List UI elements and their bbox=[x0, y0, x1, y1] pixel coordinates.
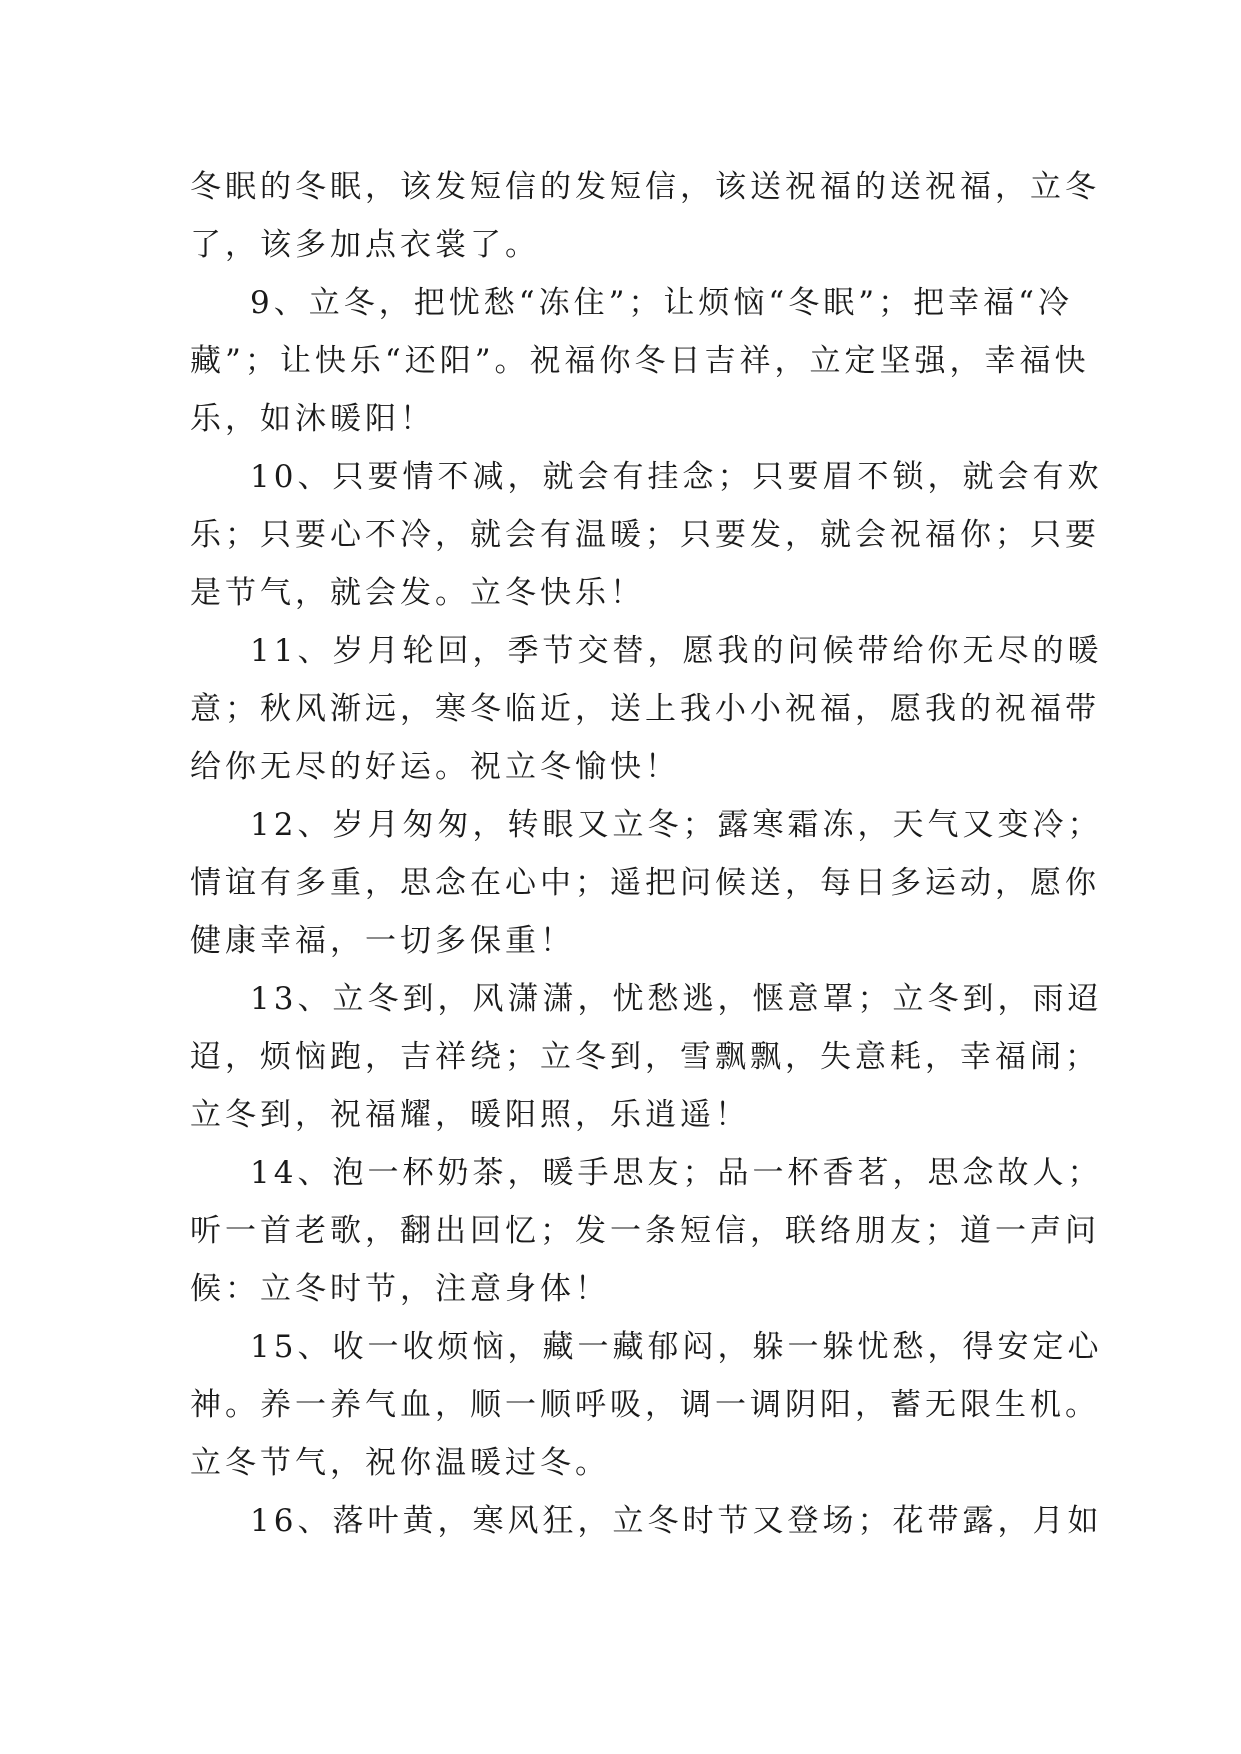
document-body bbox=[190, 158, 1103, 1550]
paragraph bbox=[190, 274, 1090, 448]
text-line: 给你无尽的好运。祝立冬愉快！ bbox=[190, 749, 680, 785]
text-line: 13、立冬到，风潇潇，忧愁逃，惬意罩；立冬到，雨迢 bbox=[250, 981, 1103, 1017]
text-line: 健康幸福，一切多保重！ bbox=[190, 923, 575, 959]
paragraph bbox=[190, 1318, 1103, 1492]
text-line: 听一首老歌，翻出回忆；发一条短信，联络朋友；道一声问 bbox=[190, 1213, 1100, 1249]
text-line: 藏”；让快乐“还阳”。祝福你冬日吉祥，立定坚强，幸福快 bbox=[190, 343, 1090, 379]
text-line: 意；秋风渐远，寒冬临近，送上我小小祝福，愿我的祝福带 bbox=[190, 691, 1100, 727]
paragraph bbox=[190, 1144, 1103, 1318]
text-line: 神。养一养气血，顺一顺呼吸，调一调阴阳，蓄无限生机。 bbox=[190, 1387, 1100, 1423]
paragraph bbox=[190, 796, 1103, 970]
text-line: 11、岁月轮回，季节交替，愿我的问候带给你无尽的暖 bbox=[250, 633, 1103, 669]
paragraph bbox=[190, 1492, 1103, 1550]
text-line: 立冬到，祝福耀，暖阳照，乐逍遥！ bbox=[190, 1097, 750, 1133]
paragraph bbox=[190, 970, 1103, 1144]
text-line: 是节气，就会发。立冬快乐！ bbox=[190, 575, 645, 611]
text-line: 了，该多加点衣裳了。 bbox=[190, 227, 540, 263]
text-line: 冬眠的冬眠，该发短信的发短信，该送祝福的送祝福，立冬 bbox=[190, 169, 1100, 205]
paragraph bbox=[190, 158, 1100, 274]
paragraph bbox=[190, 448, 1103, 622]
text-line: 12、岁月匆匆，转眼又立冬；露寒霜冻，天气又变冷； bbox=[250, 807, 1103, 843]
text-line: 10、只要情不减，就会有挂念；只要眉不锁，就会有欢 bbox=[250, 459, 1103, 495]
text-line: 立冬节气，祝你温暖过冬。 bbox=[190, 1445, 610, 1481]
text-line: 16、落叶黄，寒风狂，立冬时节又登场；花带露，月如 bbox=[250, 1503, 1103, 1539]
text-line: 乐，如沐暖阳！ bbox=[190, 401, 435, 437]
paragraph bbox=[190, 622, 1103, 796]
text-line: 迢，烦恼跑，吉祥绕；立冬到，雪飘飘，失意耗，幸福闹； bbox=[190, 1039, 1100, 1075]
text-line: 候：立冬时节，注意身体！ bbox=[190, 1271, 610, 1307]
text-line: 15、收一收烦恼，藏一藏郁闷，躲一躲忧愁，得安定心 bbox=[250, 1329, 1103, 1365]
text-line: 9、立冬，把忧愁“冻住”；让烦恼“冬眠”；把幸福“冷 bbox=[250, 285, 1073, 321]
text-line: 乐；只要心不冷，就会有温暖；只要发，就会祝福你；只要 bbox=[190, 517, 1100, 553]
text-line: 情谊有多重，思念在心中；遥把问候送，每日多运动，愿你 bbox=[190, 865, 1100, 901]
text-line: 14、泡一杯奶茶，暖手思友；品一杯香茗，思念故人； bbox=[250, 1155, 1103, 1191]
